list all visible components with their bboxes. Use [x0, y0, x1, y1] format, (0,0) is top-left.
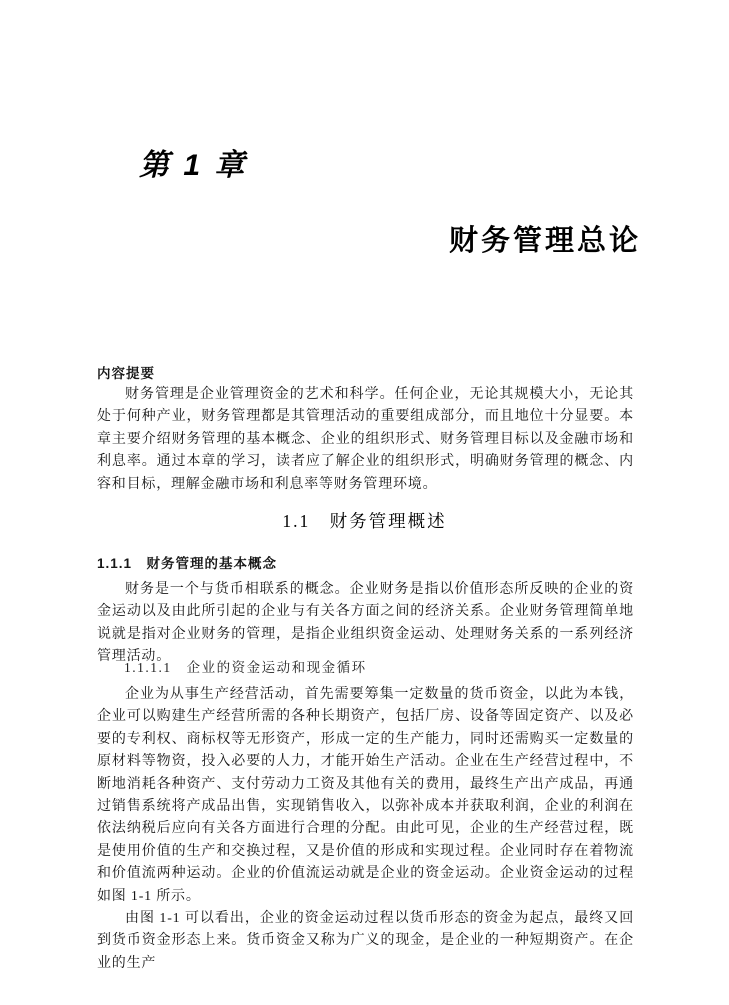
section-heading-1-1: 1.1 财务管理概述 [282, 511, 447, 531]
chapter-title: 财务管理总论 [448, 225, 641, 257]
summary-heading: 内容提要 [97, 366, 155, 381]
summary-paragraph: 财务管理是企业管理资金的艺术和科学。任何企业，无论其规模大小，无论其处于何种产业，财务管理都是其管理活动的重要组成部分，而且地位十分显要。本章主要介绍财务管理的基本概念、企业的组织形式、财务管理目标以及金融市场和利息率。通过本章的学习，读者应了解企业的组织形式，明确财务管理的概念、内容和目标，理解金融市场和利息率等财务管理环境。 [97, 387, 634, 492]
paragraph-2: 企业为从事生产经营活动，首先需要筹集一定数量的货币资金，以此为本钱，企业可以购建生产经营所需的各种长期资产，包括厂房、设备等固定资产、以及必要的专利权、商标权等无形资产，形成一定的生产能力，同时还需购买一定数量的原材料等物资，投入必要的人力，才能开始生产活动。企业在生产经营过程中，不断地消耗各种资产、支付劳动力工资及其他有关的费用，最终生产出产成品，再通过销售系统将产成品出售，实现销售收入，以弥补成本并获取利润，企业的利润在依法纳税后应向有关各方面进行合理的分配。由此可见，企业的生产经营过程，既是使用价值的生产和交换过程，又是价值的形成和实现过程。企业同时存在着物流和价值流两种运动。企业的价值流运动就是企业的资金运动。企业资金运动的过程如图 1-1 所示。 [97, 687, 634, 904]
subsubsection-heading-1-1-1-1: 1.1.1.1 企业的资金运动和现金循环 [124, 660, 367, 675]
paragraph-3: 由图 1-1 可以看出，企业的资金运动过程以货币形态的资金为起点，最终又回到货币资金形态上来。货币资金又称为广义的现金，是企业的一种短期资产。在企业的生产 [97, 911, 634, 971]
paragraph-1: 财务是一个与货币相联系的概念。企业财务是指以价值形态所反映的企业的资金运动以及由此所引起的企业与有关各方面之间的经济关系。企业财务管理简单地说就是指对企业财务的管理，是指企业组织资金运动、处理财务关系的一系列经济管理活动。 [97, 582, 634, 665]
subsection-heading-1-1-1: 1.1.1 财务管理的基本概念 [97, 556, 278, 571]
body-paragraph-group [97, 684, 634, 975]
chapter-number: 第 1 章 [139, 149, 248, 182]
